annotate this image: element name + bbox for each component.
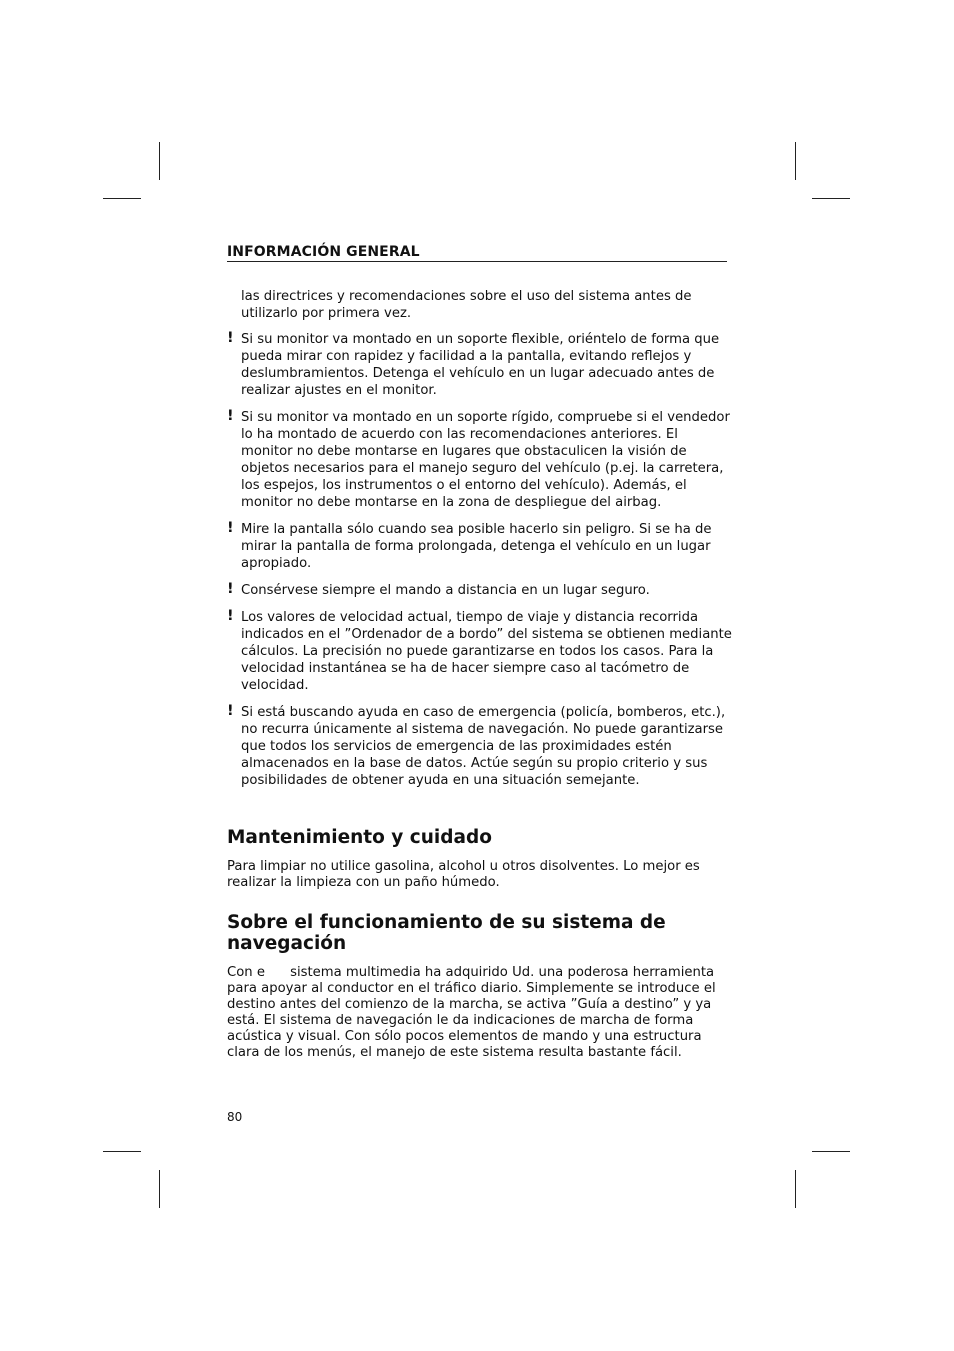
navigation-text: Con e sistema multimedia ha adquirido Ud. una poderosa herramienta para apoyar al conductor en el tráfico diario. Simplemente se introduce el destino antes del comienzo de la marcha, se activa ”Guía a destino” y ya está. El sistema de navegación le da indicaciones de marcha de forma acústica y visual. Con sólo pocos elementos de mando y una estructura clara de los menús, el manejo de este sistema resulta bastante fácil. (227, 965, 720, 1060)
warning-text: Mire la pantalla sólo cuando sea posible hacerlo sin peligro. Si se ha de mirar la pantalla de forma prolongada, detenga el vehículo en un lugar apropiado. (241, 522, 712, 571)
crop-mark-top-right-vertical (795, 142, 796, 180)
warning-text: Si su monitor va montado en un soporte rígido, compruebe si el vendedor lo ha montado de acuerdo con las recomendaciones anteriores. El monitor no debe montarse en lugares que obstaculicen la visión de objetos necesarios para el manejo seguro del vehículo (p.ej. la carretera, los espejos, los instrumentos o el entorno del vehículo). Además, el monitor no debe montarse en la zona de despliegue del airbag. (241, 410, 730, 510)
crop-mark-top-left-vertical (159, 142, 160, 180)
intro-paragraph: las directrices y recomendaciones sobre el uso del sistema antes de utilizarlo por primera vez. (241, 289, 692, 321)
crop-mark-bottom-left-horizontal (103, 1151, 141, 1152)
warning-item (227, 331, 732, 399)
exclamation-icon: ! (227, 520, 234, 536)
warning-text: Si está buscando ayuda en caso de emergencia (policía, bomberos, etc.), no recurra únicamente al sistema de navegación. No puede garantizarse que todos los servicios de emergencia de las proximidades estén almacenados en la base de datos. Actúe según su propio criterio y sus posibilidades de obtener ayuda en una situación semejante. (241, 705, 726, 788)
warning-item (227, 521, 732, 572)
warning-list (227, 331, 732, 799)
section-header: INFORMACIÓN GENERAL (227, 244, 727, 262)
warning-item (227, 609, 732, 694)
crop-mark-bottom-right-vertical (795, 1170, 796, 1208)
maintenance-heading: Mantenimiento y cuidado (227, 827, 492, 848)
warning-text: Los valores de velocidad actual, tiempo de viaje y distancia recorrida indicados en el ”Ordenador de a bordo” del sistema se obtienen mediante cálculos. La precisión no puede garantizarse en todos los casos. Para la velocidad instantánea se ha de hacer siempre caso al tacómetro de velocidad. (241, 610, 732, 693)
warning-text: Si su monitor va montado en un soporte flexible, oriéntelo de forma que pueda mirar con rapidez y facilidad a la pantalla, evitando reflejos y deslumbramientos. Detenga el vehículo en un lugar adecuado antes de realizar ajustes en el monitor. (241, 332, 720, 398)
maintenance-text: Para limpiar no utilice gasolina, alcohol u otros disolventes. Lo mejor es realizar la limpieza con un paño húmedo. (227, 859, 700, 890)
exclamation-icon: ! (227, 581, 234, 597)
exclamation-icon: ! (227, 703, 234, 719)
warning-item (227, 409, 732, 511)
warning-text: Consérvese siempre el mando a distancia en un lugar seguro. (241, 583, 650, 598)
exclamation-icon: ! (227, 408, 234, 424)
navigation-heading: Sobre el funcionamiento de su sistema de navegación (227, 912, 666, 954)
warning-item (227, 582, 732, 599)
crop-mark-top-right-horizontal (812, 198, 850, 199)
page-number: 80 (227, 1110, 243, 1124)
crop-mark-bottom-left-vertical (159, 1170, 160, 1208)
exclamation-icon: ! (227, 330, 234, 346)
warning-item (227, 704, 732, 789)
exclamation-icon: ! (227, 608, 234, 624)
crop-mark-bottom-right-horizontal (812, 1151, 850, 1152)
crop-mark-top-left-horizontal (103, 198, 141, 199)
